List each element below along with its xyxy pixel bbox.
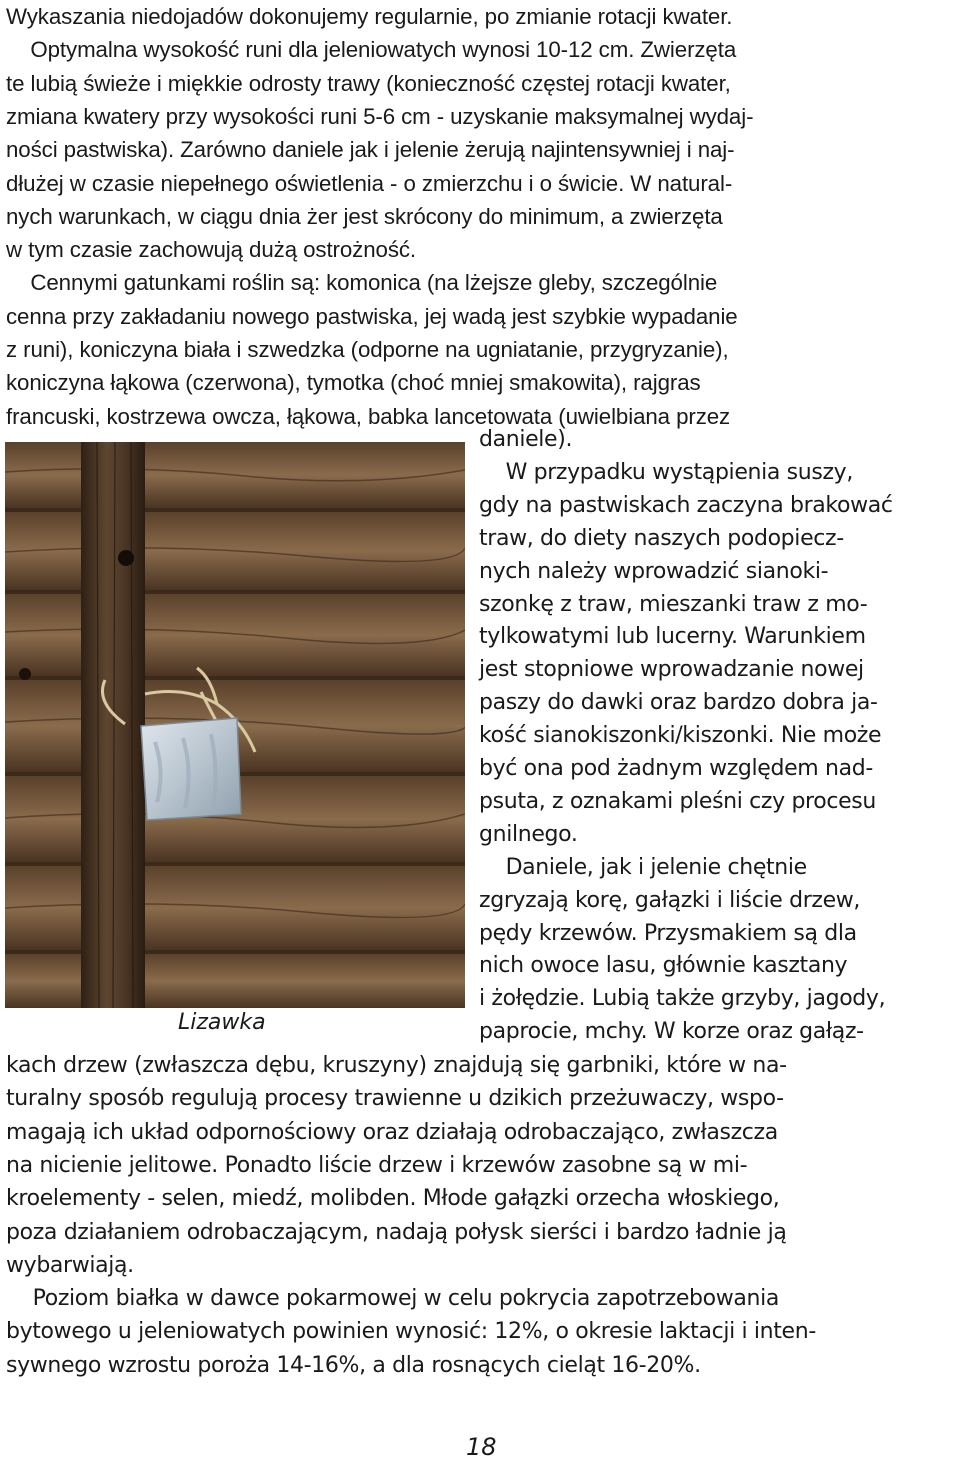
text-line: być ona pod żadnym względem nad- bbox=[479, 756, 873, 781]
text-line: poza działaniem odrobaczającym, nadają połysk sierści i bardzo ładnie ją bbox=[6, 1219, 787, 1245]
text-line: nych warunkach, w ciągu dnia żer jest skrócony do minimum, a zwierzęta bbox=[6, 203, 723, 229]
text-line: kroelementy - selen, miedź, molibden. Młode gałązki orzecha włoskiego, bbox=[6, 1186, 780, 1212]
text-line: tylkowatymi lub lucerny. Warunkiem bbox=[479, 624, 866, 650]
text-line: wybarwiają. bbox=[6, 1252, 134, 1278]
text-line: te lubią świeże i miękkie odrosty trawy (konieczność częstej rotacji kwater, bbox=[6, 70, 731, 96]
text-line: i żołędzie. Lubią także grzyby, jagody, bbox=[479, 986, 886, 1012]
text-line: psuta, z oznakami pleśni czy procesu bbox=[479, 788, 877, 814]
text-line: paprocie, mchy. W korze oraz gałąz- bbox=[479, 1019, 864, 1045]
text-line: traw, do diety naszych podopiecz- bbox=[479, 525, 844, 551]
text-line: zgryzają korę, gałązki i liście drzew, bbox=[479, 887, 861, 913]
text-line: ności pastwiska). Zarówno daniele jak i jelenie żerują najintensywniej i naj- bbox=[6, 137, 735, 163]
text-line: Optymalna wysokość runi dla jeleniowatych wynosi 10-12 cm. Zwierzęta bbox=[6, 37, 737, 63]
text-line: turalny sposób regulują procesy trawienne u dzikich przeżuwaczy, wspo- bbox=[6, 1086, 784, 1112]
page-number: 18 bbox=[466, 1433, 497, 1461]
text-line: zmiana kwatery przy wysokości runi 5-6 cm - uzyskanie maksymalnej wydaj- bbox=[6, 103, 754, 129]
text-line: nych należy wprowadzić sianoki- bbox=[479, 558, 829, 584]
text-line: koniczyna łąkowa (czerwona), tymotka (choć mniej smakowita), rajgras bbox=[6, 370, 701, 396]
text-line: Daniele, jak i jelenie chętnie bbox=[479, 854, 807, 880]
text-line: magają ich układ odpornościowy oraz działają odrobaczająco, zwłaszcza bbox=[6, 1119, 778, 1145]
text-line: francuski, kostrzewa owcza, łąkowa, babka lancetowata (uwielbiana przez bbox=[6, 403, 731, 429]
text-line: daniele). bbox=[479, 427, 573, 452]
text-line: nich owoce lasu, głównie kasztany bbox=[479, 953, 848, 979]
text-line: jest stopniowe wprowadzanie nowej bbox=[479, 657, 864, 683]
text-line: gnilnego. bbox=[479, 821, 578, 847]
salt-lick-image bbox=[5, 442, 465, 1008]
photo-caption: Lizawka bbox=[178, 1010, 266, 1035]
text-line: W przypadku wystąpienia suszy, bbox=[479, 459, 853, 485]
text-line: bytowego u jeleniowatych powinien wynosić: 12%, o okresie laktacji i inten- bbox=[6, 1319, 816, 1345]
salt-lick-photo bbox=[5, 442, 465, 1008]
text-line: Poziom białka w dawce pokarmowej w celu pokrycia zapotrzebowania bbox=[6, 1286, 780, 1312]
text-line: z runi), koniczyna biała i szwedzka (odporne na ugniatanie, przygryzanie), bbox=[6, 337, 729, 362]
text-line: paszy do dawki oraz bardzo dobra ja- bbox=[479, 690, 878, 716]
text-line: pędy krzewów. Przysmakiem są dla bbox=[479, 920, 857, 946]
text-line: szonkę z traw, mieszanki traw z mo- bbox=[479, 591, 868, 617]
text-line: kach drzew (zwłaszcza dębu, kruszyny) znajdują się garbniki, które w na- bbox=[6, 1053, 787, 1078]
text-line: cenna przy zakładaniu nowego pastwiska, jej wadą jest szybkie wypadanie bbox=[6, 303, 738, 329]
text-line: na nicienie jelitowe. Ponadto liście drzew i krzewów zasobne są w mi- bbox=[6, 1152, 748, 1178]
text-line: Wykaszania niedojadów dokonujemy regularnie, po zmianie rotacji kwater. bbox=[6, 4, 733, 29]
text-line: sywnego wzrostu poroża 14-16%, a dla rosnących cieląt 16-20%. bbox=[6, 1352, 701, 1378]
text-line: kość sianokiszonki/kiszonki. Nie może bbox=[479, 723, 882, 749]
text-line: w tym czasie zachowują dużą ostrożność. bbox=[6, 237, 417, 263]
text-line: gdy na pastwiskach zaczyna brakować bbox=[479, 492, 893, 518]
text-line: Cennymi gatunkami roślin są: komonica (na lżejsze gleby, szczególnie bbox=[6, 270, 718, 296]
text-line: dłużej w czasie niepełnego oświetlenia - o zmierzchu i o świcie. W natural- bbox=[6, 170, 733, 196]
